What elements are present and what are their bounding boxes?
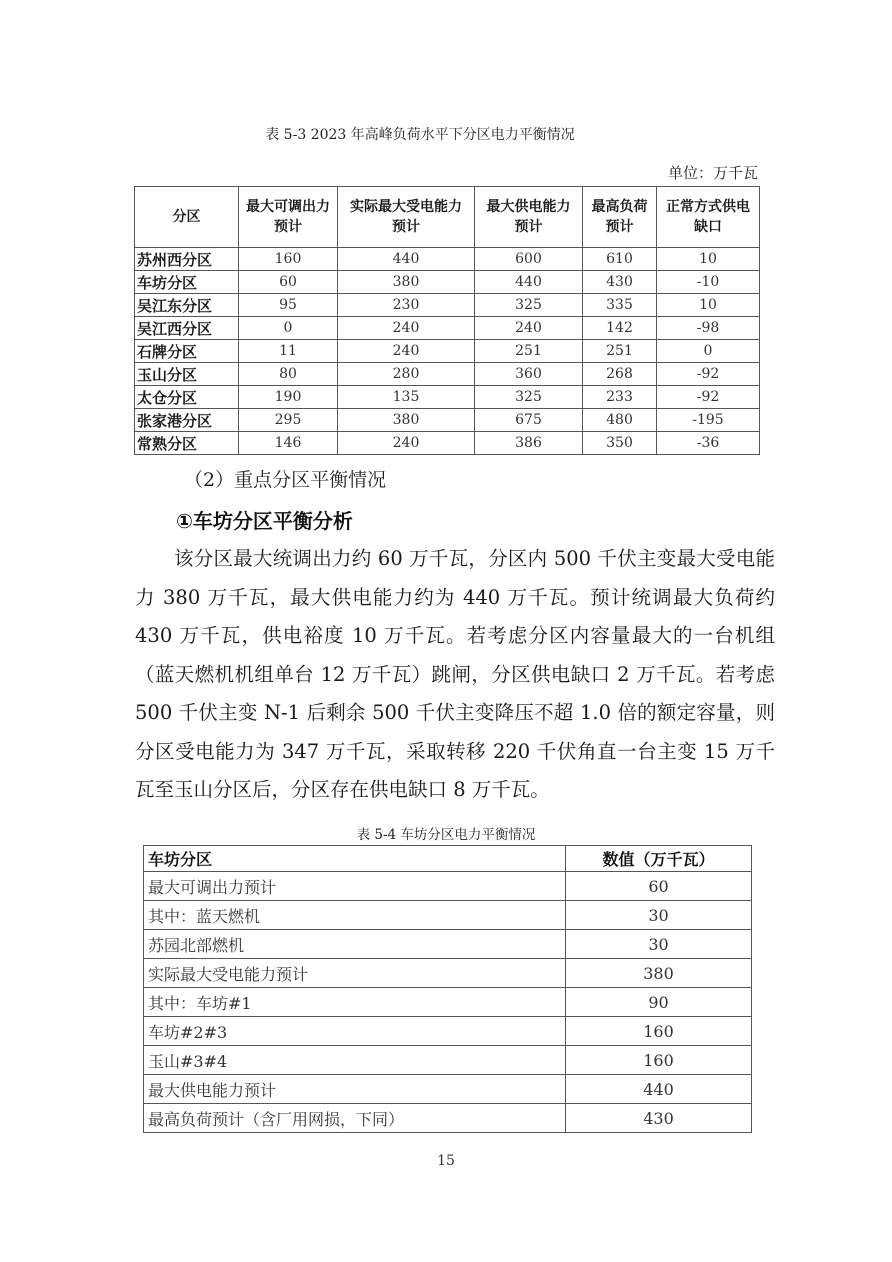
table-cell: 430: [583, 271, 657, 294]
partition-name: 常熟分区: [135, 432, 239, 455]
table-cell: 280: [338, 363, 475, 386]
page-number: 15: [437, 1153, 455, 1169]
table-cell: 10: [657, 248, 760, 271]
row-label: 最高负荷预计（含厂用网损，下同）: [144, 1104, 566, 1133]
table-row: [135, 271, 760, 294]
table-cell: 240: [475, 317, 583, 340]
partition-name: 玉山分区: [135, 363, 239, 386]
table-cell: 11: [239, 340, 338, 363]
row-value: 160: [566, 1046, 752, 1075]
table-cell: 233: [583, 386, 657, 409]
partition-name: 吴江西分区: [135, 317, 239, 340]
row-label: 最大可调出力预计: [144, 872, 566, 901]
table2-caption: 表 5-4 车坊分区电力平衡情况: [356, 827, 536, 843]
table-cell: 380: [338, 271, 475, 294]
table-header-row: [135, 187, 760, 248]
table-cell: 350: [583, 432, 657, 455]
table-cell: 80: [239, 363, 338, 386]
table-row: [135, 409, 760, 432]
table-row: [135, 340, 760, 363]
row-label: 最大供电能力预计: [144, 1075, 566, 1104]
row-value: 60: [566, 872, 752, 901]
table-row: [144, 901, 752, 930]
table-cell: 135: [338, 386, 475, 409]
row-label: 实际最大受电能力预计: [144, 959, 566, 988]
table-cell: -92: [657, 386, 760, 409]
row-label: 玉山#3#4: [144, 1046, 566, 1075]
table-cell: 610: [583, 248, 657, 271]
table-cell: 386: [475, 432, 583, 455]
header-actual-max-receiving: 实际最大受电能力 预计: [338, 187, 475, 248]
table-row: [144, 1075, 752, 1104]
table-cell: 0: [239, 317, 338, 340]
row-value: 90: [566, 988, 752, 1017]
table-cell: 335: [583, 294, 657, 317]
table-row: [144, 872, 752, 901]
table-cell: 295: [239, 409, 338, 432]
partition-name: 太仓分区: [135, 386, 239, 409]
table-cell: 360: [475, 363, 583, 386]
table-row: [144, 930, 752, 959]
header-label: 车坊分区: [144, 846, 566, 872]
table-cell: 240: [338, 317, 475, 340]
table-cell: 0: [657, 340, 760, 363]
row-value: 30: [566, 901, 752, 930]
table-cell: -10: [657, 271, 760, 294]
header-value: 数值（万千瓦）: [566, 846, 752, 872]
table-cell: 675: [475, 409, 583, 432]
header-max-supply: 最大供电能力 预计: [475, 187, 583, 248]
partition-name: 吴江东分区: [135, 294, 239, 317]
table-cell: 380: [338, 409, 475, 432]
table-cell: -92: [657, 363, 760, 386]
row-label: 其中：蓝天燃机: [144, 901, 566, 930]
table-cell: 95: [239, 294, 338, 317]
table-cell: 600: [475, 248, 583, 271]
table-cell: 251: [475, 340, 583, 363]
table-row: [144, 1046, 752, 1075]
header-supply-gap: 正常方式供电 缺口: [657, 187, 760, 248]
row-label: 苏园北部燃机: [144, 930, 566, 959]
table-cell: 240: [338, 340, 475, 363]
partition-name: 张家港分区: [135, 409, 239, 432]
table-cell: 10: [657, 294, 760, 317]
table-row: [144, 1104, 752, 1133]
row-label: 车坊#2#3: [144, 1017, 566, 1046]
table-cell: 268: [583, 363, 657, 386]
partition-name: 苏州西分区: [135, 248, 239, 271]
table-row: [135, 386, 760, 409]
section-heading: ①车坊分区平衡分析: [176, 509, 353, 533]
table-cell: 325: [475, 294, 583, 317]
table-cell: 440: [338, 248, 475, 271]
table-row: [135, 363, 760, 386]
table-row: [144, 959, 752, 988]
header-peak-load: 最高负荷 预计: [583, 187, 657, 248]
header-max-adjustable-output: 最大可调出力 预计: [239, 187, 338, 248]
table1-caption: 表 5-3 2023 年高峰负荷水平下分区电力平衡情况: [265, 127, 575, 143]
table-cell: 251: [583, 340, 657, 363]
table-cell: -195: [657, 409, 760, 432]
chefang-balance-table: [143, 845, 752, 1133]
table-row: [144, 988, 752, 1017]
table-row: [135, 248, 760, 271]
table-cell: 230: [338, 294, 475, 317]
row-value: 440: [566, 1075, 752, 1104]
table-cell: 480: [583, 409, 657, 432]
table-row: [144, 1017, 752, 1046]
table-cell: 190: [239, 386, 338, 409]
table-row: [135, 294, 760, 317]
analysis-paragraph: 该分区最大统调出力约 60 万千瓦，分区内 500 千伏主变最大受电能力 380 万千瓦，最大供电能力约为 440 万千瓦。预计统调最大负荷约 430 万千瓦，供电裕度 10 万千瓦。若考虑分区内容量最大的一台机组（蓝天燃机机组单台 12 万千瓦）跳闸，分区供电缺口 2 万千瓦。若考虑 500 千伏主变 N-1 后剩余 500 千伏主变降压不超 1.0 倍的额定容量，则分区受电能力为 347 万千瓦，采取转移 220 千伏角直一台主变 15 万千瓦至玉山分区后，分区存在供电缺口 8 万千瓦。: [135, 547, 775, 801]
table1-unit: 单位：万千瓦: [667, 164, 758, 182]
table-cell: 240: [338, 432, 475, 455]
partition-balance-table: [134, 186, 760, 455]
row-value: 430: [566, 1104, 752, 1133]
partition-name: 车坊分区: [135, 271, 239, 294]
partition-name: 石牌分区: [135, 340, 239, 363]
table-cell: 60: [239, 271, 338, 294]
row-value: 160: [566, 1017, 752, 1046]
header-partition: 分区: [135, 187, 239, 248]
table-cell: 440: [475, 271, 583, 294]
row-value: 30: [566, 930, 752, 959]
table-cell: -98: [657, 317, 760, 340]
row-label: 其中：车坊#1: [144, 988, 566, 1017]
table-cell: 325: [475, 386, 583, 409]
section-subheading: （2）重点分区平衡情况: [184, 469, 387, 491]
table-cell: 146: [239, 432, 338, 455]
table-cell: -36: [657, 432, 760, 455]
table-cell: 160: [239, 248, 338, 271]
table-cell: 142: [583, 317, 657, 340]
table-row: [135, 317, 760, 340]
table-row: [135, 432, 760, 455]
table-header-row: [144, 846, 752, 872]
row-value: 380: [566, 959, 752, 988]
